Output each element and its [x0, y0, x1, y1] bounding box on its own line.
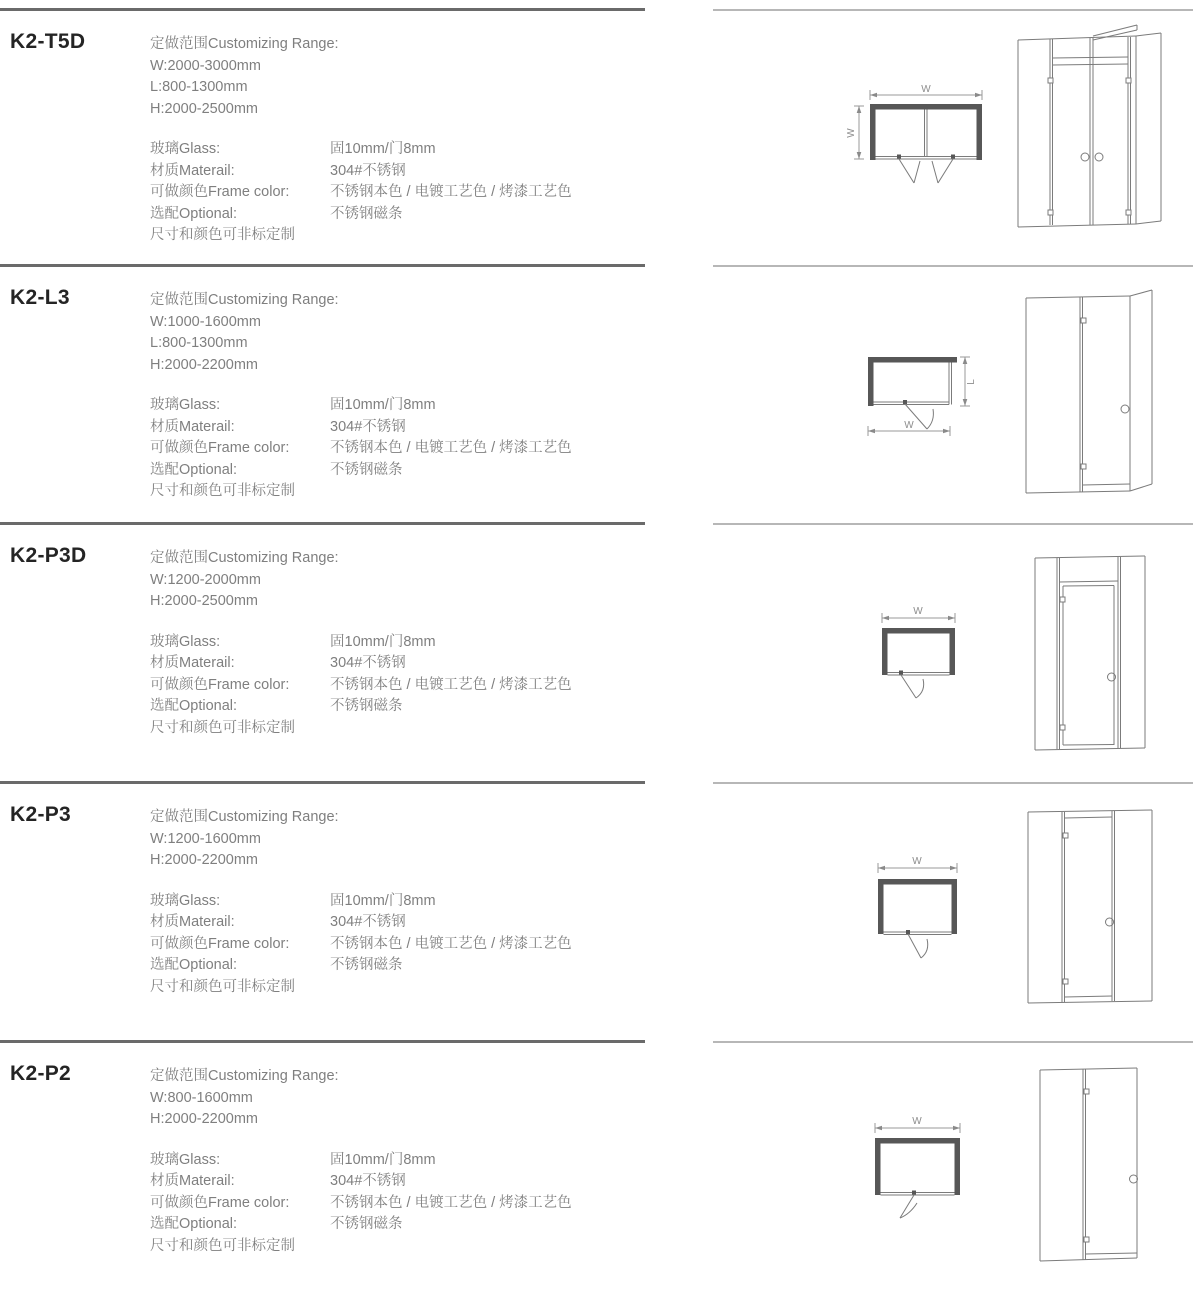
plan-width-label: W: [912, 856, 922, 867]
spec-label: 玻璃Glass:: [150, 1151, 221, 1168]
hinge-block: [906, 930, 910, 934]
range-line-h: H:2000-2200mm: [150, 1111, 258, 1127]
range-line-l: L:800-1300mm: [150, 79, 248, 95]
plan-width-label: W: [904, 420, 914, 431]
hinge-block: [897, 155, 901, 159]
range-line-l: L:800-1300mm: [150, 335, 248, 351]
k2-p2-elevation-drawing: [1032, 1058, 1147, 1268]
range-line-w: W:2000-3000mm: [150, 57, 261, 74]
spec-value: 固10mm/门8mm: [330, 892, 436, 909]
spec-row-optional: [150, 955, 760, 977]
spec-value: 304#不锈钢: [330, 162, 406, 179]
product-specs: [150, 34, 760, 247]
range-header: 定做范围Customizing Range:: [150, 36, 339, 52]
divider-light: [713, 523, 1193, 525]
spec-row-optional: [150, 204, 760, 226]
range-line-h: H:2000-2500mm: [150, 100, 258, 117]
spec-label: 可做颜色Frame color:: [150, 676, 290, 693]
product-model: K2-L3: [10, 286, 70, 309]
hinge: [1060, 725, 1065, 730]
spec-label: 材质Materail:: [150, 162, 235, 179]
spec-value: 304#不锈钢: [330, 655, 406, 671]
spec-label: 选配Optional:: [150, 461, 238, 478]
plan-depth-label: W: [846, 128, 857, 138]
product-specs: [150, 548, 760, 739]
spec-value: 304#不锈钢: [330, 1173, 406, 1189]
spec-label: 可做颜色Frame color:: [150, 1194, 290, 1211]
spec-row-material: [150, 1171, 760, 1193]
divider-light: [713, 265, 1193, 267]
spec-row-frame-color: [150, 934, 760, 956]
spec-value: 固10mm/门8mm: [330, 397, 436, 413]
spec-label: 选配Optional:: [150, 205, 238, 222]
spec-label: 材质Materail:: [150, 914, 235, 930]
spec-label: 可做颜色Frame color:: [150, 184, 290, 200]
spec-row-glass: [150, 632, 760, 654]
spacer: [150, 872, 760, 891]
spec-value: 不锈钢磁条: [330, 1216, 403, 1232]
divider-dark: [0, 1040, 645, 1043]
spec-value: 不锈钢本色 / 电镀工艺色 / 烤漆工艺色: [330, 184, 572, 200]
product-section-k2-t5d: [0, 8, 1200, 264]
product-model: K2-P3: [10, 803, 72, 826]
k2-l3-plan-drawing: [845, 340, 1015, 455]
plan-width-label: W: [921, 84, 931, 95]
hinge: [1126, 78, 1131, 83]
divider-dark: [0, 264, 645, 267]
product-section-k2-p3: [0, 781, 1200, 1040]
range-line-h: H:2000-2500mm: [150, 593, 258, 609]
spec-value: 不锈钢本色 / 电镀工艺色 / 烤漆工艺色: [330, 676, 572, 693]
product-section-k2-p2: [0, 1040, 1200, 1303]
k2-p3-elevation-drawing: [1022, 800, 1162, 1010]
hinge: [1048, 78, 1053, 83]
product-section-k2-p3d: [0, 522, 1200, 781]
spec-row-material: [150, 161, 760, 183]
range-header: 定做范围Customizing Range:: [150, 292, 339, 308]
range-header: 定做范围Customizing Range:: [150, 550, 339, 566]
divider-dark: [0, 781, 645, 784]
door-swing-lines: [899, 159, 953, 183]
hinge-block: [899, 671, 903, 675]
spec-value: 304#不锈钢: [330, 914, 406, 930]
range-line-w: W:800-1600mm: [150, 1089, 253, 1106]
custom-note: 尺寸和颜色可非标定制: [150, 227, 295, 243]
spec-value: 不锈钢本色 / 电镀工艺色 / 烤漆工艺色: [330, 1194, 572, 1211]
spec-value: 固10mm/门8mm: [330, 633, 436, 650]
hinge-block: [912, 1191, 916, 1195]
range-header: 定做范围Customizing Range:: [150, 1068, 339, 1084]
spec-value: 不锈钢本色 / 电镀工艺色 / 烤漆工艺色: [330, 935, 572, 952]
spec-value: 不锈钢磁条: [330, 957, 403, 973]
plan-width-label: W: [913, 606, 923, 617]
door-handle: [1081, 153, 1089, 161]
plan-depth-label: L: [966, 379, 977, 385]
divider-dark: [0, 522, 645, 525]
hinge: [1060, 597, 1065, 602]
spec-label: 玻璃Glass:: [150, 141, 221, 157]
door-handle: [1095, 153, 1103, 161]
spec-row-frame-color: [150, 675, 760, 697]
spec-row-optional: [150, 696, 760, 718]
spec-value: 不锈钢本色 / 电镀工艺色 / 烤漆工艺色: [330, 440, 572, 456]
divider-light: [713, 9, 1193, 11]
plan-width-label: W: [912, 1116, 922, 1127]
product-model: K2-P3D: [10, 544, 87, 567]
door-swing-lines: [901, 675, 924, 698]
spec-label: 玻璃Glass:: [150, 397, 221, 413]
spec-row-glass: [150, 1150, 760, 1172]
range-line-w: W:1000-1600mm: [150, 313, 261, 330]
hinge-block: [903, 400, 907, 404]
spec-label: 玻璃Glass:: [150, 892, 221, 909]
hinge: [1126, 210, 1131, 215]
product-model: K2-P2: [10, 1062, 72, 1085]
spec-value: 不锈钢磁条: [330, 205, 403, 222]
hinge: [1084, 1089, 1089, 1094]
door-swing-lines: [908, 934, 928, 958]
hinge: [1081, 318, 1086, 323]
k2-t5d-elevation-drawing: [1000, 25, 1175, 240]
spec-label: 玻璃Glass:: [150, 633, 221, 650]
spec-row-material: [150, 653, 760, 675]
door-swing-lines: [900, 1195, 917, 1218]
hinge: [1048, 210, 1053, 215]
range-header: 定做范围Customizing Range:: [150, 809, 339, 825]
k2-p2-plan-drawing: [850, 1108, 985, 1223]
spacer: [150, 613, 760, 632]
door-outline: [1063, 586, 1114, 746]
product-specs: [150, 807, 760, 998]
door-handle: [1121, 405, 1129, 413]
spec-row-material: [150, 912, 760, 934]
k2-p3-plan-drawing: [850, 848, 985, 963]
spec-row-optional: [150, 460, 760, 482]
range-line-h: H:2000-2200mm: [150, 852, 258, 868]
spec-row-frame-color: [150, 438, 760, 460]
spacer: [150, 1131, 760, 1150]
custom-note: 尺寸和颜色可非标定制: [150, 1237, 295, 1254]
spec-row-frame-color: [150, 182, 760, 204]
custom-note: 尺寸和颜色可非标定制: [150, 719, 295, 736]
divider-light: [713, 1041, 1193, 1043]
divider-dark: [0, 8, 645, 11]
spec-label: 材质Materail:: [150, 418, 235, 435]
spec-label: 选配Optional:: [150, 957, 238, 973]
spec-label: 材质Materail:: [150, 1173, 235, 1189]
spec-row-glass: [150, 139, 760, 161]
range-line-h: H:2000-2200mm: [150, 356, 258, 373]
spec-value: 固10mm/门8mm: [330, 1151, 436, 1168]
product-model: K2-T5D: [10, 30, 86, 53]
spec-label: 可做颜色Frame color:: [150, 935, 290, 952]
spec-row-frame-color: [150, 1193, 760, 1215]
spec-value: 不锈钢磁条: [330, 698, 403, 714]
range-line-w: W:1200-1600mm: [150, 830, 261, 847]
custom-note: 尺寸和颜色可非标定制: [150, 978, 295, 995]
hinge: [1063, 979, 1068, 984]
spec-row-optional: [150, 1214, 760, 1236]
k2-p3d-plan-drawing: [855, 590, 985, 705]
spec-row-glass: [150, 395, 760, 417]
spacer: [150, 120, 760, 139]
k2-p3d-elevation-drawing: [1030, 548, 1160, 758]
spec-value: 固10mm/门8mm: [330, 141, 436, 157]
k2-l3-elevation-drawing: [1018, 288, 1163, 503]
door-handle: [1130, 1175, 1138, 1183]
spec-label: 材质Materail:: [150, 655, 235, 671]
spec-label: 可做颜色Frame color:: [150, 440, 290, 456]
spec-row-material: [150, 417, 760, 439]
hinge: [1063, 833, 1068, 838]
product-section-k2-l3: [0, 264, 1200, 522]
divider-light: [713, 782, 1193, 784]
spec-label: 选配Optional:: [150, 1216, 238, 1232]
spec-label: 选配Optional:: [150, 698, 238, 714]
hinge: [1081, 464, 1086, 469]
spacer: [150, 376, 760, 395]
product-specs: [150, 290, 760, 503]
product-specs: [150, 1066, 760, 1257]
range-line-w: W:1200-2000mm: [150, 571, 261, 588]
k2-t5d-plan-drawing: [845, 82, 1005, 197]
hinge-block: [951, 155, 955, 159]
spec-row-glass: [150, 891, 760, 913]
spec-value: 不锈钢磁条: [330, 461, 403, 478]
spec-value: 304#不锈钢: [330, 418, 406, 435]
custom-note: 尺寸和颜色可非标定制: [150, 483, 295, 499]
hinge: [1084, 1237, 1089, 1242]
